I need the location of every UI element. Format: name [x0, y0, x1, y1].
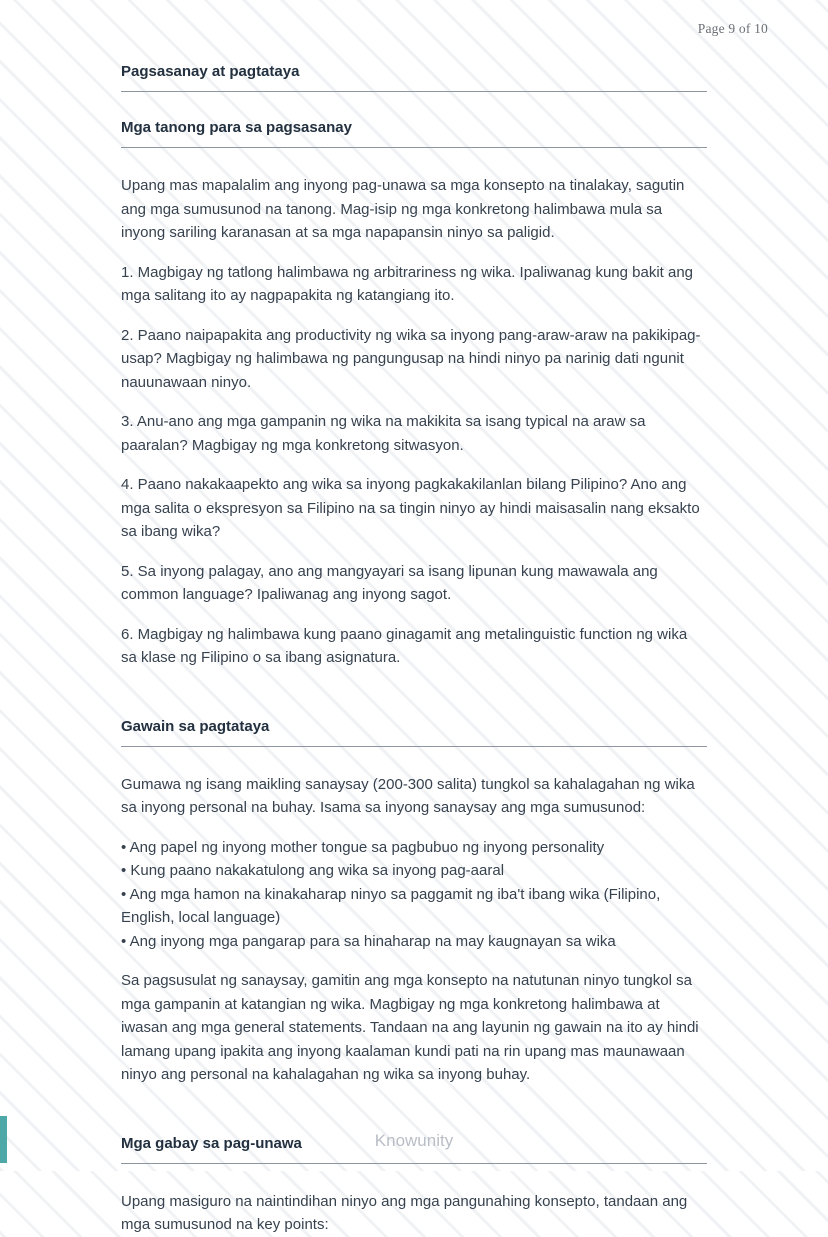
question-item-3: 3. Anu-ano ang mga gampanin ng wika na makikita sa isang typical na araw sa paaralan? Magbigay ng mga konkretong sitwasyon.	[121, 413, 646, 454]
spacer	[121, 747, 707, 773]
section-heading-gawain-sa-pagtataya: Gawain sa pagtataya	[121, 717, 270, 735]
section-heading-pagsasanay-at-pagtataya: Pagsasanay at pagtataya	[121, 63, 300, 80]
bullet-item-3: • Ang mga hamon na kinakaharap ninyo sa paggamit ng iba't ibang wika (Filipino, English, local language)	[121, 885, 661, 926]
essay-note-paragraph: Sa pagsusulat ng sanaysay, gamitin ang mga konsepto na natutunan ninyo tungkol sa mga gampanin at katangian ng wika. Magbigay ng mga konkretong halimbawa at iwasan ang mga general statements. Tandaan na ang layunin ng gawain na ito ay hindi lamang upang ipakita ang inyong kaalaman kundi pati na rin upang mas maunawaan ninyo ang personal na kahalagahan ng wika sa inyong buhay.	[121, 972, 699, 1083]
spacer	[121, 148, 707, 174]
essay-intro-paragraph: Gumawa ng isang maikling sanaysay (200-300 salita) tungkol sa kahalagahan ng wika sa inyong personal na buhay. Isama sa inyong sanaysay ang mga sumusunod:	[121, 775, 695, 816]
document-content	[121, 62, 707, 1237]
spacer	[121, 686, 707, 717]
question-item-1: 1. Magbigay ng tatlong halimbawa ng arbitrariness ng wika. Ipaliwanag kung bakit ang mga salitang ito ay nagpapakita ng katangiang ito.	[121, 263, 694, 304]
intro-paragraph: Upang mas mapalalim ang inyong pag-unawa sa mga konsepto na tinalakay, sagutin ang mga sumusunod na tanong. Mag-isip ng mga konkretong halimbawa mula sa inyong sariling karanasan at sa mga napapansin ninyo sa paligid.	[121, 177, 685, 241]
bullet-item-1: • Ang papel ng inyong mother tongue sa pagbubuo ng inyong personality	[121, 838, 605, 856]
question-item-4: 4. Paano nakakaapekto ang wika sa inyong pagkakakilanlan bilang Pilipino? Ano ang mga salita o ekspresyon sa Filipino na sa tingin ninyo ay hindi maisasalin nang eksakto sa ibang wika?	[121, 476, 700, 540]
section-heading-mga-gabay: Mga gabay sa pag-unawa	[121, 1134, 302, 1152]
essay-bullet-list	[121, 836, 707, 954]
page-number: Page 9 of 10	[697, 21, 768, 36]
question-item-6: 6. Magbigay ng halimbawa kung paano ginagamit ang metalinguistic function ng wika sa klase ng Filipino o sa ibang asignatura.	[121, 625, 688, 666]
bullet-item-4: • Ang inyong mga pangarap para sa hinaharap na may kaugnayan sa wika	[121, 932, 616, 950]
guide-intro-paragraph: Upang masiguro na naintindihan ninyo ang mga pangunahing konsepto, tandaan ang mga sumusunod na key points:	[121, 1192, 688, 1233]
section-heading-mga-tanong: Mga tanong para sa pagsasanay	[121, 119, 352, 136]
spacer	[121, 1164, 707, 1190]
footer-brand-knowunity: Knowunity	[374, 1131, 454, 1150]
question-item-2: 2. Paano naipapakita ang productivity ng wika sa inyong pang-araw-araw na pakikipag-usap? Magbigay ng halimbawa ng pangungusap na hindi ninyo pa narinig dati ngunit nauunawaan ninyo.	[121, 326, 701, 391]
question-item-5: 5. Sa inyong palagay, ano ang mangyayari sa isang lipunan kung mawawala ang common language? Ipaliwanag ang inyong sagot.	[121, 562, 658, 603]
bullet-item-2: • Kung paano nakakatulong ang wika sa inyong pag-aaral	[121, 862, 505, 879]
spacer	[121, 1103, 707, 1134]
spacer	[121, 92, 707, 118]
